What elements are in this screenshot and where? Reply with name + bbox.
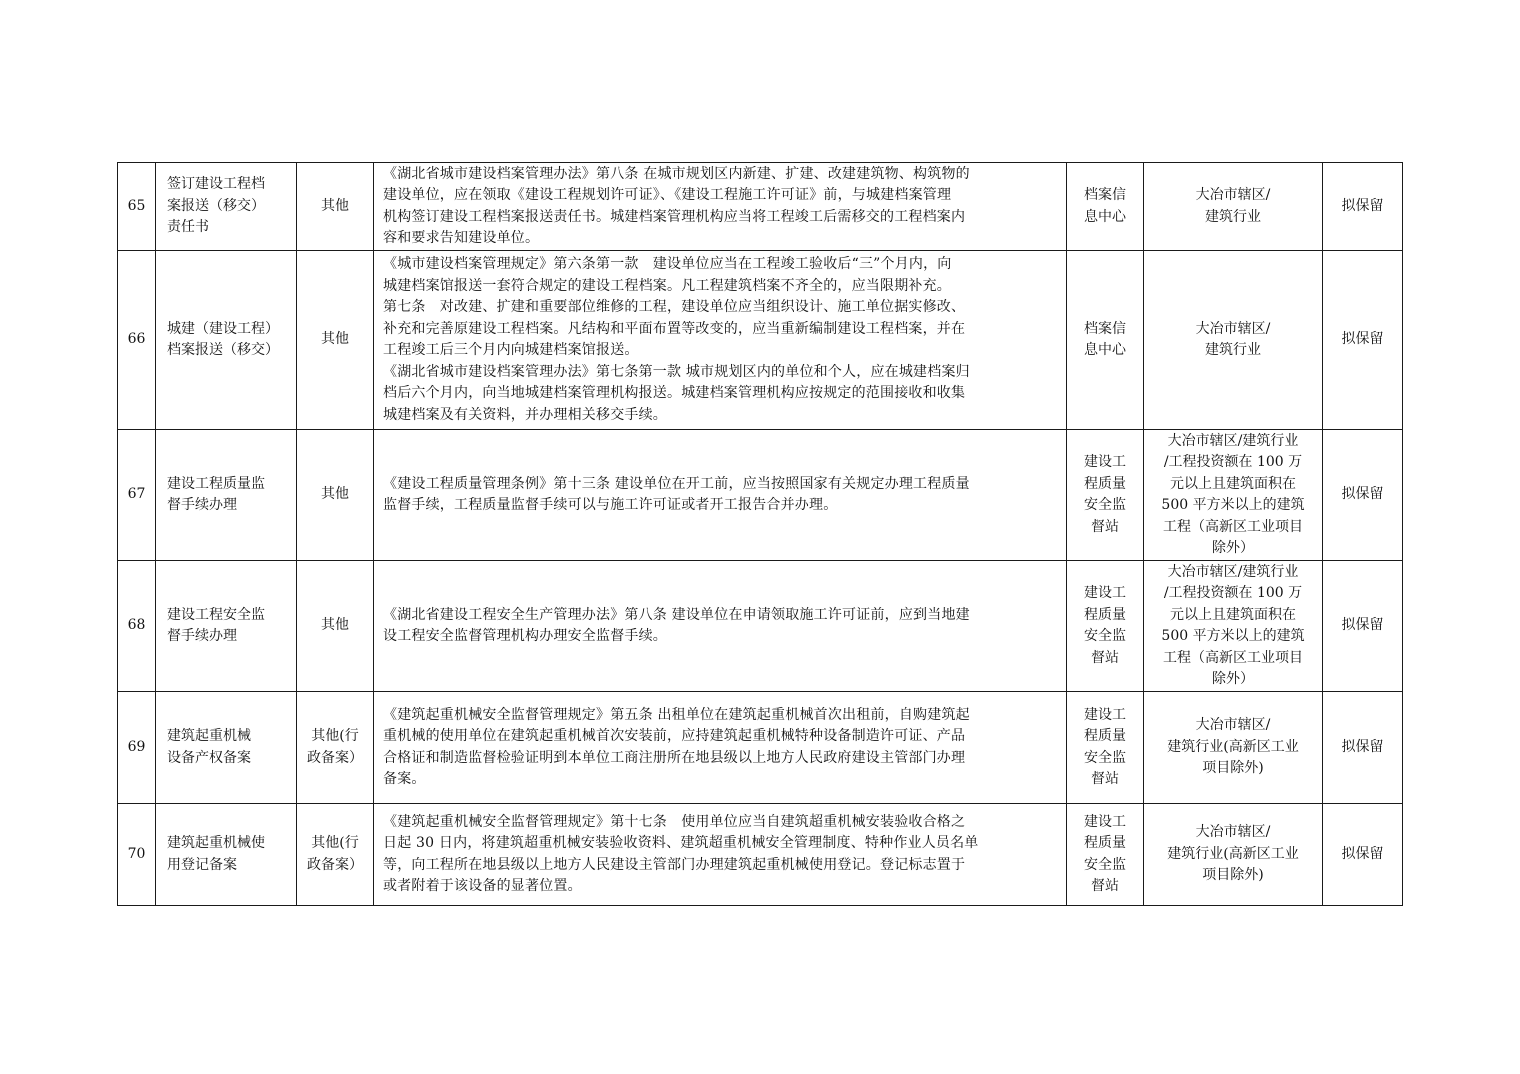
matter-name: [156, 251, 297, 430]
matter-name-line: 案报送（移交）: [167, 197, 265, 214]
legal-basis-line: 重机械的使用单位在建筑起重机械首次安装前，应持建筑起重机械特种设备制造许可证、产品: [383, 728, 966, 744]
legal-basis-line: 或者附着于该设备的显著位置。: [383, 878, 582, 894]
legal-basis-line: 日起 30 日内，将建筑超重机械安装验收资料、建筑超重机械安全管理制度、特种作业人员名单: [383, 835, 979, 851]
status: 拟保留: [1323, 561, 1403, 692]
scope-line: 工程（高新区工业项目: [1163, 518, 1303, 535]
matter-name: [156, 163, 297, 251]
department: [1067, 561, 1144, 692]
scope-line: 大冶市辖区/: [1195, 320, 1271, 337]
scope-line: 大冶市辖区/建筑行业: [1167, 432, 1299, 449]
matter-type: [297, 692, 374, 804]
table-row: [118, 430, 1403, 561]
scope: [1144, 692, 1323, 804]
scope-line: 大冶市辖区/建筑行业: [1167, 563, 1299, 580]
matter-type-line: 其他: [321, 331, 349, 348]
matter-name-line: 责任书: [167, 219, 209, 236]
department-line: 安全监: [1084, 749, 1126, 766]
matter-type-line: 政备案）: [307, 856, 363, 873]
legal-basis-line: 等，向工程所在地县级以上地方人民建设主管部门办理建筑起重机械使用登记。登记标志置于: [383, 856, 966, 873]
matter-type-line: 其他: [321, 486, 349, 503]
matter-name-line: 督手续办理: [167, 628, 237, 644]
scope-line: 大冶市辖区/: [1195, 824, 1271, 841]
scope-line: 建筑行业(高新区工业: [1167, 738, 1299, 755]
department-line: 息中心: [1084, 342, 1126, 358]
legal-basis: [374, 561, 1067, 692]
table-row: [118, 163, 1403, 251]
scope-line: 建筑行业: [1205, 208, 1261, 225]
row-number: 66: [118, 251, 156, 430]
status: 拟保留: [1323, 692, 1403, 804]
legal-basis-line: 建设单位，应在领取《建设工程规划许可证》、《建设工程施工许可证》前，与城建档案管理: [383, 187, 952, 203]
legal-basis-line: 《湖北省建设工程安全生产管理办法》第八条 建设单位在申请领取施工许可证前，应到当地建: [383, 606, 970, 623]
scope-line: 元以上且建筑面积在: [1170, 606, 1296, 623]
department-line: 档案信: [1084, 320, 1126, 337]
matter-type: [297, 251, 374, 430]
legal-basis: [374, 251, 1067, 430]
department-line: 建设工: [1084, 813, 1126, 830]
department-line: 督站: [1091, 878, 1119, 894]
status: 拟保留: [1323, 804, 1403, 906]
matter-name-line: 督手续办理: [167, 497, 237, 513]
row-number: 65: [118, 163, 156, 251]
department-line: 程质量: [1084, 475, 1126, 492]
scope-line: 除外）: [1212, 540, 1254, 556]
scope: [1144, 561, 1323, 692]
department-line: 安全监: [1084, 628, 1126, 644]
legal-basis: [374, 804, 1067, 906]
matter-type-line: 其他: [321, 617, 349, 634]
matters-table: [117, 162, 1403, 906]
scope-line: 项目除外): [1202, 760, 1264, 777]
scope-line: 元以上且建筑面积在: [1170, 475, 1296, 492]
scope-line: 项目除外): [1202, 867, 1264, 884]
matter-type-line: 其他(行: [311, 835, 359, 851]
legal-basis-line: 《湖北省城市建设档案管理办法》第八条 在城市规划区内新建、扩建、改建建筑物、构筑物的: [383, 165, 970, 182]
matter-name: [156, 804, 297, 906]
matter-name: [156, 692, 297, 804]
matter-name-line: 建筑起重机械: [167, 728, 251, 744]
department: [1067, 251, 1144, 430]
legal-basis: [374, 692, 1067, 804]
table-row: [118, 804, 1403, 906]
department-line: 安全监: [1084, 497, 1126, 513]
legal-basis-line: 城建档案馆报送一套符合规定的建设工程档案。凡工程建筑档案不齐全的，应当限期补充。: [383, 277, 951, 294]
legal-basis-line: 容和要求告知建设单位。: [383, 230, 540, 246]
table-body: [118, 163, 1403, 906]
department-line: 程质量: [1084, 728, 1126, 744]
scope: [1144, 163, 1323, 251]
legal-basis-line: 监督手续，工程质量监督手续可以与施工许可证或者开工报告合并办理。: [383, 497, 838, 513]
scope-line: 除外）: [1212, 671, 1254, 687]
legal-basis-line: 《城市建设档案管理规定》第六条第一款 建设单位应当在工程竣工验收后“三”个月内，向: [383, 256, 952, 272]
legal-basis-line: 补充和完善原建设工程档案。凡结构和平面布置等改变的，应当重新编制建设工程档案，并在: [383, 320, 966, 337]
legal-basis-line: 《建设工程质量管理条例》第十三条 建设单位在开工前，应当按照国家有关规定办理工程质量: [383, 475, 970, 492]
legal-basis-line: 备案。: [383, 771, 426, 787]
department-line: 建设工: [1084, 585, 1126, 601]
matter-name-line: 签订建设工程档: [167, 176, 265, 193]
row-number: 68: [118, 561, 156, 692]
department: [1067, 430, 1144, 561]
legal-basis-line: 档后六个月内，向当地城建档案管理机构报送。城建档案管理机构应按规定的范围接收和收集: [383, 385, 966, 401]
matter-name: [156, 561, 297, 692]
status: 拟保留: [1323, 163, 1403, 251]
department-line: 程质量: [1084, 835, 1126, 851]
legal-basis-line: 《建筑起重机械安全监督管理规定》第五条 出租单位在建筑起重机械首次出租前，自购建筑起: [383, 706, 970, 723]
department-line: 息中心: [1084, 208, 1126, 225]
table-row: [118, 692, 1403, 804]
legal-basis-line: 工程竣工后三个月内向城建档案馆报送。: [383, 342, 639, 358]
matter-name-line: 档案报送（移交）: [167, 342, 279, 358]
scope-line: 大冶市辖区/: [1195, 187, 1271, 203]
scope-line: 建筑行业(高新区工业: [1167, 845, 1299, 862]
status: 拟保留: [1323, 251, 1403, 430]
matter-name-line: 建设工程质量监: [167, 475, 265, 492]
department: [1067, 804, 1144, 906]
legal-basis-line: 设工程安全监督管理机构办理安全监督手续。: [383, 628, 667, 644]
matter-name-line: 城建（建设工程）: [167, 320, 279, 337]
scope-line: 500 平方米以上的建筑: [1161, 497, 1305, 513]
scope-line: 建筑行业: [1205, 342, 1261, 358]
legal-basis-line: 《湖北省城市建设档案管理办法》第七条第一款 城市规划区内的单位和个人，应在城建档案归: [383, 363, 970, 380]
scope: [1144, 251, 1323, 430]
matter-type: [297, 430, 374, 561]
legal-basis-line: 第七条 对改建、扩建和重要部位维修的工程，建设单位应当组织设计、施工单位据实修改、: [383, 299, 966, 315]
department-line: 督站: [1091, 518, 1119, 535]
department-line: 建设工: [1084, 706, 1126, 723]
table-row: [118, 251, 1403, 430]
status: 拟保留: [1323, 430, 1403, 561]
matter-type: [297, 163, 374, 251]
department: [1067, 163, 1144, 251]
row-number: 67: [118, 430, 156, 561]
table-row: [118, 561, 1403, 692]
matter-type-line: 其他: [321, 197, 349, 214]
legal-basis-line: 城建档案及有关资料，并办理相关移交手续。: [383, 406, 667, 423]
department-line: 安全监: [1084, 856, 1126, 873]
scope-line: 500 平方米以上的建筑: [1161, 628, 1305, 644]
matter-type-line: 其他(行: [311, 728, 359, 744]
matter-type-line: 政备案）: [307, 749, 363, 766]
legal-basis: [374, 430, 1067, 561]
matter-name-line: 设备产权备案: [167, 749, 251, 766]
department-line: 程质量: [1084, 606, 1126, 623]
department-line: 建设工: [1084, 454, 1126, 470]
scope-line: /工程投资额在 100 万: [1163, 454, 1303, 470]
matter-name-line: 建设工程安全监: [167, 606, 265, 623]
scope-line: 大冶市辖区/: [1195, 717, 1271, 734]
legal-basis: [374, 163, 1067, 251]
legal-basis-line: 机构签订建设工程档案报送责任书。城建档案管理机构应当将工程竣工后需移交的工程档案内: [383, 208, 966, 225]
department: [1067, 692, 1144, 804]
legal-basis-line: 合格证和制造监督检验证明到本单位工商注册所在地县级以上地方人民政府建设主管部门办理: [383, 749, 966, 766]
department-line: 督站: [1091, 649, 1119, 666]
row-number: 70: [118, 804, 156, 906]
matter-name-line: 建筑起重机械使: [167, 835, 265, 851]
department-line: 档案信: [1084, 187, 1126, 203]
row-number: 69: [118, 692, 156, 804]
scope: [1144, 430, 1323, 561]
legal-basis-line: 《建筑起重机械安全监督管理规定》第十七条 使用单位应当自建筑超重机械安装验收合格之: [383, 813, 966, 830]
matter-type: [297, 804, 374, 906]
matter-type: [297, 561, 374, 692]
matter-name: [156, 430, 297, 561]
scope-line: /工程投资额在 100 万: [1163, 585, 1303, 601]
matter-name-line: 用登记备案: [167, 856, 237, 873]
scope: [1144, 804, 1323, 906]
scope-line: 工程（高新区工业项目: [1163, 649, 1303, 666]
department-line: 督站: [1091, 771, 1119, 787]
